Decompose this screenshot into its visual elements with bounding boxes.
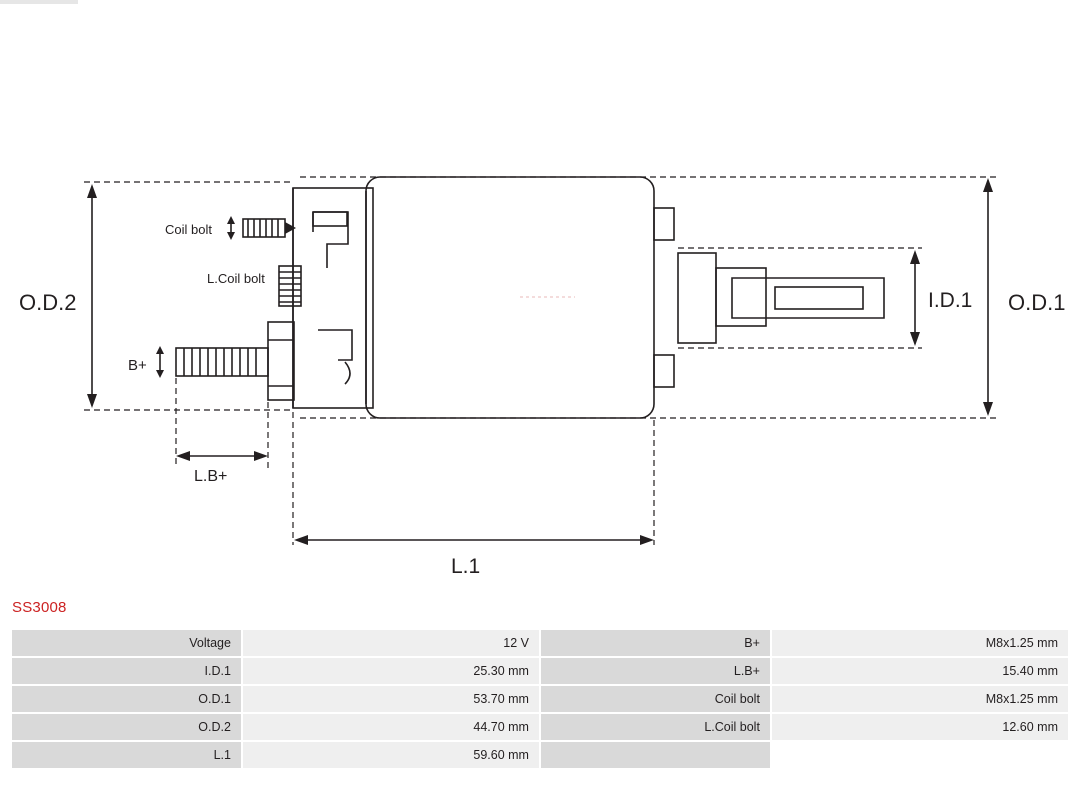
spec-value-coil-bolt: M8x1.25 mm [772,686,1068,712]
table-row [12,630,1068,656]
table-row [12,658,1068,684]
spec-value-l-coil-bolt: 12.60 mm [772,714,1068,740]
label-od2: O.D.2 [19,290,77,315]
spec-value-lbplus: 15.40 mm [772,658,1068,684]
spec-value-l1: 59.60 mm [243,742,539,768]
spec-label-bplus: B+ [541,630,770,656]
table-row [12,686,1068,712]
specifications-table [10,628,1070,770]
table-row [12,742,1068,768]
spec-value-od1: 53.70 mm [243,686,539,712]
spec-value-id1: 25.30 mm [243,658,539,684]
spec-label-od1: O.D.1 [12,686,241,712]
part-code: SS3008 [12,599,67,616]
spec-value-voltage: 12 V [243,630,539,656]
spec-label-empty [541,742,770,768]
label-l-coil-bolt: L.Coil bolt [207,271,265,286]
label-bplus: B+ [128,357,147,374]
label-l1: L.1 [451,555,481,578]
spec-label-id1: I.D.1 [12,658,241,684]
label-coil-bolt: Coil bolt [165,222,212,237]
spec-value-bplus: M8x1.25 mm [772,630,1068,656]
spec-label-lbplus: L.B+ [541,658,770,684]
label-lbplus: L.B+ [194,468,228,485]
table-row [12,714,1068,740]
spec-value-empty [772,742,1068,768]
spec-label-od2: O.D.2 [12,714,241,740]
spec-label-voltage: Voltage [12,630,241,656]
label-id1: I.D.1 [928,289,973,312]
spec-label-l-coil-bolt: L.Coil bolt [541,714,770,740]
spec-label-l1: L.1 [12,742,241,768]
spec-value-od2: 44.70 mm [243,714,539,740]
label-od1: O.D.1 [1008,290,1066,315]
spec-label-coil-bolt: Coil bolt [541,686,770,712]
